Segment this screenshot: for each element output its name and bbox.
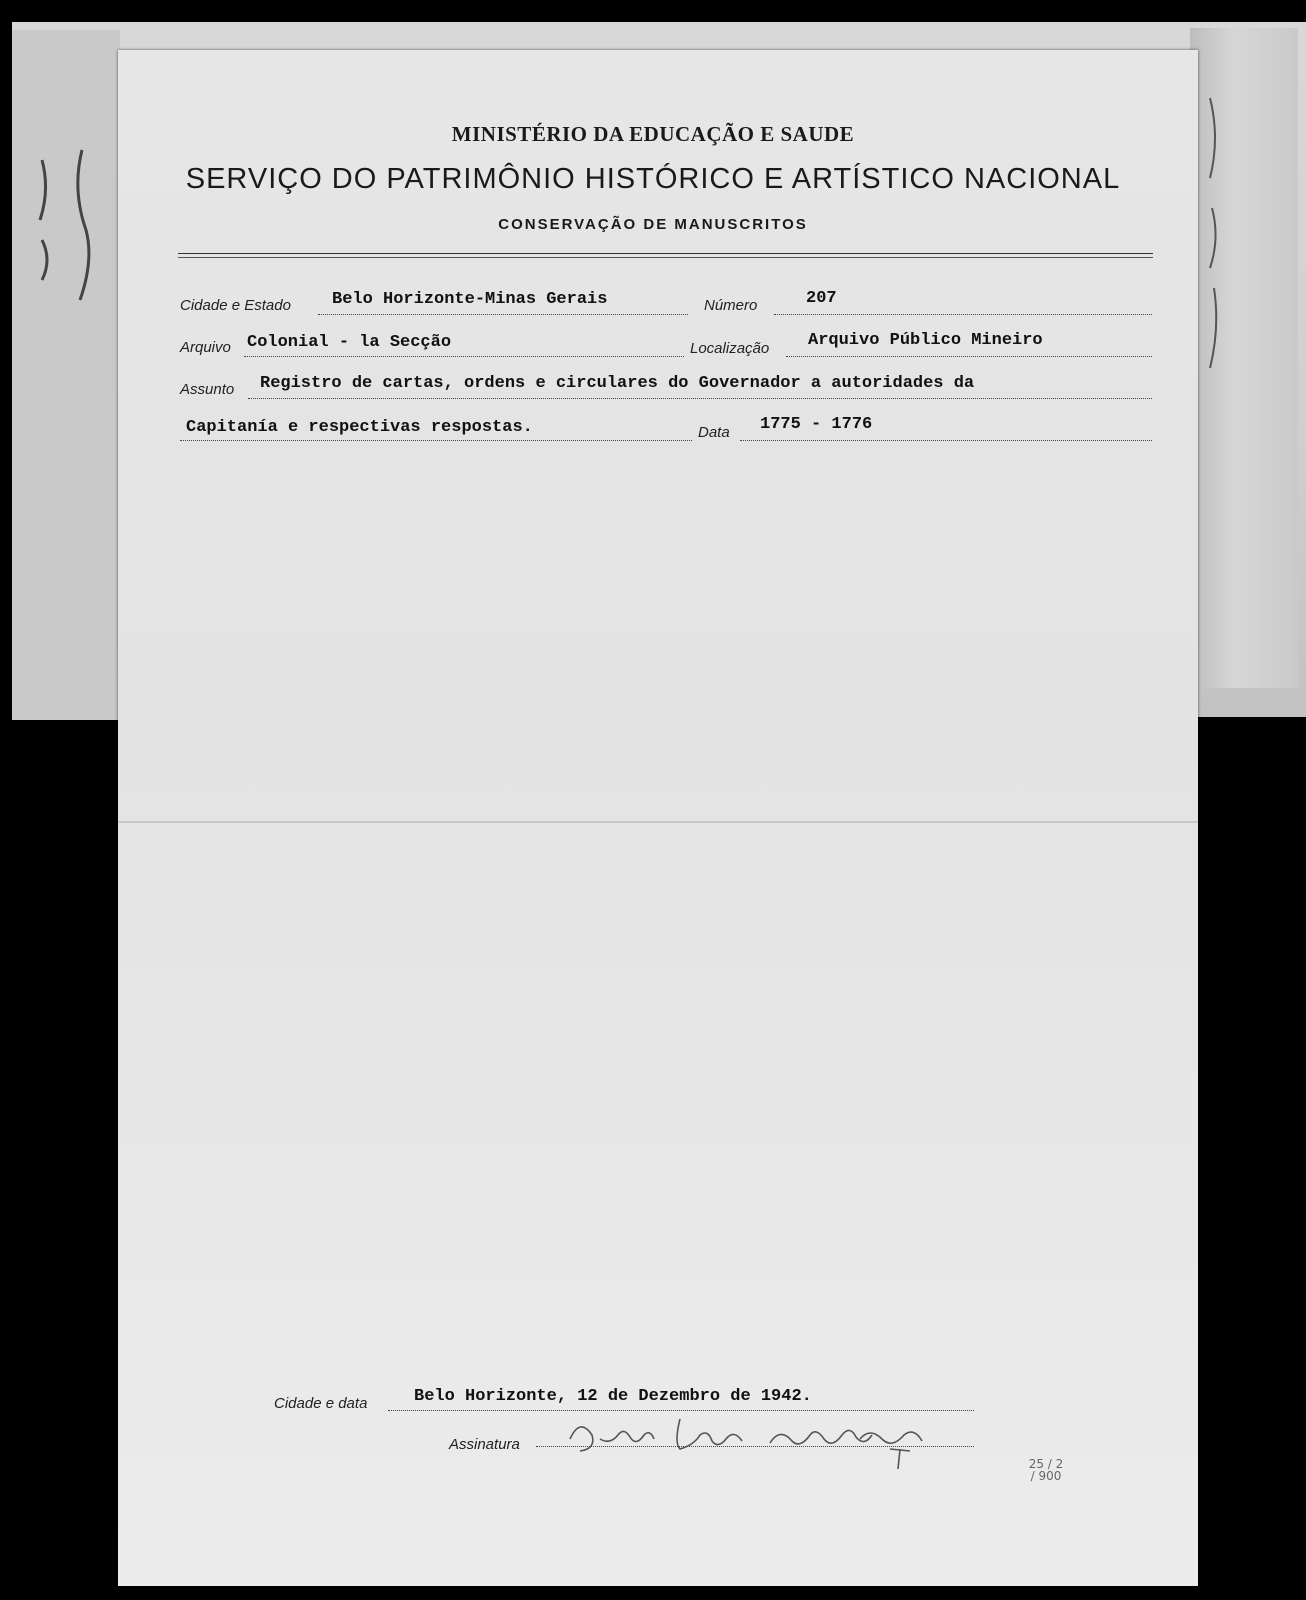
numero-line [774, 314, 1152, 315]
data-line [740, 440, 1152, 441]
data-label: Data [698, 424, 730, 441]
arquivo-label: Arquivo [180, 339, 231, 356]
assunto-line-1 [248, 398, 1152, 399]
service-title: SERVIÇO DO PATRIMÔNIO HISTÓRICO E ARTÍSTICO NACIONAL [185, 163, 1121, 195]
handwritten-signature [560, 1409, 980, 1474]
cidade-data-value: Belo Horizonte, 12 de Dezembro de 1942. [414, 1387, 812, 1406]
assunto-value-line2: Capitanía e respectivas respostas. [186, 418, 533, 437]
assunto-line-2 [180, 440, 692, 441]
assinatura-label: Assinatura [449, 1436, 520, 1453]
localizacao-value: Arquivo Público Mineiro [808, 331, 1043, 350]
cidade-data-label: Cidade e data [274, 1395, 368, 1412]
assunto-label: Assunto [180, 381, 235, 398]
localizacao-label: Localização [690, 340, 770, 357]
data-value: 1775 - 1776 [760, 415, 873, 434]
numero-value: 207 [806, 289, 837, 308]
ministry-title: MINISTÉRIO DA EDUCAÇÃO E SAUDE [451, 122, 855, 146]
numero-label: Número [704, 297, 758, 314]
header-rule [178, 253, 1153, 258]
department-title: CONSERVAÇÃO DE MANUSCRITOS [498, 216, 808, 233]
cidade-estado-label: Cidade e Estado [180, 297, 291, 314]
localizacao-line [786, 356, 1152, 357]
paper-fold [118, 821, 1198, 823]
margin-pencil-note: 25 / 2 / 900 [1028, 1457, 1064, 1483]
arquivo-value: Colonial - la Secção [247, 333, 452, 352]
assunto-value-line1: Registro de cartas, ordens e circulares do Governador a autoridades da [260, 374, 975, 393]
cidade-estado-line [318, 314, 688, 315]
cidade-estado-value: Belo Horizonte-Minas Gerais [332, 290, 608, 309]
form-sheet [118, 50, 1198, 1586]
arquivo-line [244, 356, 684, 357]
